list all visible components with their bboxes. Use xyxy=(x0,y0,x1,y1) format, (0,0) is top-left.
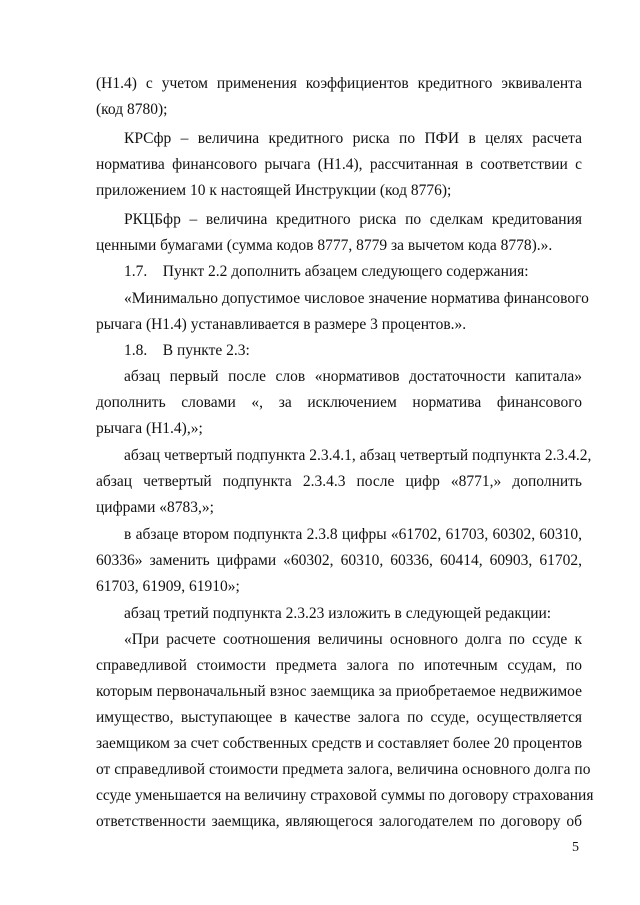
text-line: заемщиком за счет собственных средств и составляет более 20 процентов xyxy=(96,735,583,752)
text-line: цифрами «8783,»; xyxy=(96,499,214,516)
text-line: норматива финансового рычага (Н1.4), рассчитанная в соответствии с xyxy=(96,156,582,173)
text-line: дополнить словами «, за исключением норматива финансового xyxy=(96,394,582,411)
page-number: 5 xyxy=(572,840,579,855)
text-line: абзац первый после слов «нормативов достаточности капитала» xyxy=(124,368,582,385)
text-line: абзац третий подпункта 2.3.23 изложить в следующей редакции: xyxy=(124,605,552,622)
text-line: которым первоначальный взнос заемщика за приобретаемое недвижимое xyxy=(96,683,582,700)
text-line: справедливой стоимости предмета залога по ипотечным ссудам, по xyxy=(96,657,582,674)
text-line: «При расчете соотношения величины основного долга по ссуде к xyxy=(124,631,582,648)
text-line: в абзаце втором подпункта 2.3.8 цифры «61702, 61703, 60302, 60310, xyxy=(124,526,582,543)
text-line: имущество, выступающее в качестве залога по ссуде, осуществляется xyxy=(96,709,582,726)
text-line: РКЦБфр – величина кредитного риска по сделкам кредитования xyxy=(124,211,582,228)
text-line: абзац четвертый подпункта 2.3.4.3 после цифр «8771,» дополнить xyxy=(96,473,582,490)
text-line: рычага (Н1.4),»; xyxy=(96,420,203,437)
text-line: 1.7. Пункт 2.2 дополнить абзацем следующего содержания: xyxy=(124,263,529,280)
text-line: ответственности заемщика, являющегося залогодателем по договору об xyxy=(96,813,582,830)
text-line: рычага (Н1.4) устанавливается в размере 3 процентов.». xyxy=(96,316,467,333)
text-line: 1.8. В пункте 2.3: xyxy=(124,342,250,359)
text-line: ссуде уменьшается на величину страховой суммы по договору страхования xyxy=(96,787,594,804)
text-line: (Н1.4) с учетом применения коэффициентов кредитного эквивалента xyxy=(96,75,582,92)
text-line: ценными бумагами (сумма кодов 8777, 8779 за вычетом кода 8778).». xyxy=(96,237,553,254)
text-line: КРСфр – величина кредитного риска по ПФИ в целях расчета xyxy=(124,130,582,147)
text-line: абзац четвертый подпункта 2.3.4.1, абзац четвертый подпункта 2.3.4.2, xyxy=(124,447,592,464)
text-line: от справедливой стоимости предмета залога, величина основного долга по xyxy=(96,761,591,778)
text-line: приложением 10 к настоящей Инструкции (код 8776); xyxy=(96,182,452,199)
text-line: 61703, 61909, 61910»; xyxy=(96,578,240,595)
text-line: «Минимально допустимое числовое значение норматива финансового xyxy=(124,290,589,307)
text-line: (код 8780); xyxy=(96,101,168,118)
text-line: 60336» заменить цифрами «60302, 60310, 60336, 60414, 60903, 61702, xyxy=(96,552,582,569)
